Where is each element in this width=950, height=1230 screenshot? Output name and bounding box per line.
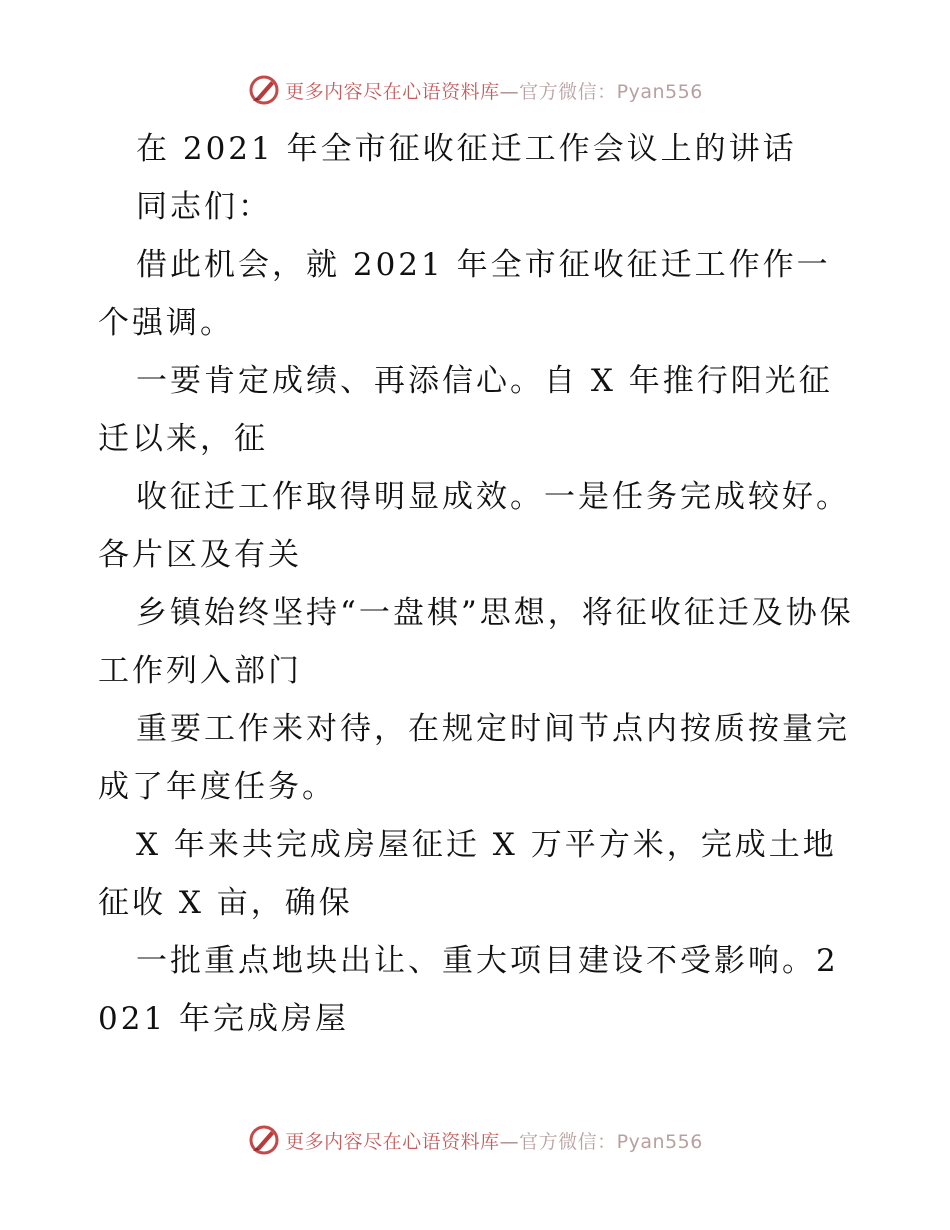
document-paragraph: 收征迁工作取得明显成效。一是任务完成较好。各片区及有关 xyxy=(98,479,850,573)
document-paragraph: X 年来共完成房屋征迁 X 万平方米，完成土地征收 X 亩，确保 xyxy=(98,827,837,921)
document-paragraph: 重要工作来对待，在规定时间节点内按质按量完成了年度任务。 xyxy=(98,711,850,805)
document-paragraph: 乡镇始终坚持“一盘棋”思想，将征收征迁及协保工作列入部门 xyxy=(98,595,854,689)
document-paragraph: 一批重点地块出让、重大项目建设不受影响。2021 年完成房屋 xyxy=(98,943,839,1037)
document-title: 在 2021 年全市征收征迁工作会议上的讲话 xyxy=(136,131,797,167)
banner-text: 更多内容尽在心语资料库—官方微信：Pyan556 xyxy=(285,80,703,103)
document-paragraph: 同志们： xyxy=(136,189,272,225)
document-paragraph: 一要肯定成绩、再添信心。自 X 年推行阳光征迁以来，征 xyxy=(98,363,833,457)
document-paragraph: 借此机会，就 2021 年全市征收征迁工作作一个强调。 xyxy=(98,247,831,341)
banner-text: 更多内容尽在心语资料库—官方微信：Pyan556 xyxy=(285,1130,703,1153)
pen-logo-icon xyxy=(247,73,281,107)
document-body xyxy=(98,120,858,1048)
footer-watermark-banner xyxy=(0,1120,950,1160)
header-watermark-banner xyxy=(0,70,950,110)
pen-logo-icon xyxy=(247,1123,281,1157)
